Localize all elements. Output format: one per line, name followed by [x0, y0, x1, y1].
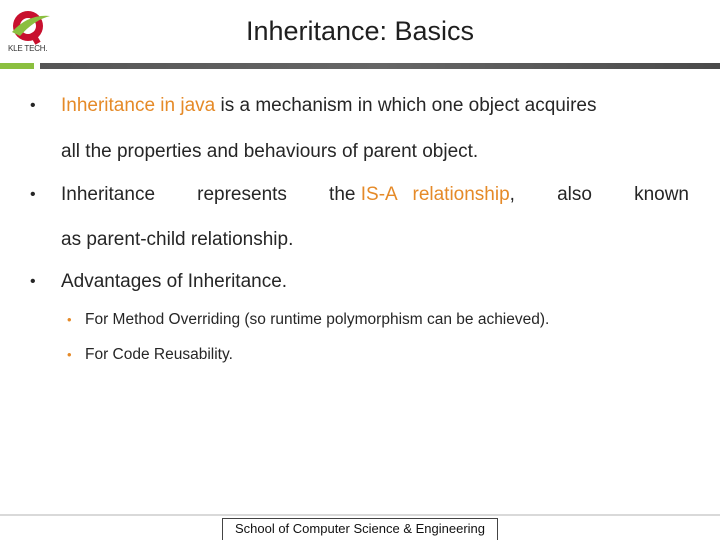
- sub-bullet-2: For Code Reusability.: [85, 346, 233, 363]
- footer-divider: [0, 514, 720, 516]
- bullet-2-word-group: the IS-A relationship,: [329, 184, 515, 205]
- bullet-2-word: also: [557, 184, 592, 205]
- sub-bullet-marker: •: [67, 347, 72, 362]
- bullet-1-highlight: Inheritance in java: [61, 95, 216, 116]
- bullet-3-line-1: Advantages of Inheritance.: [61, 271, 288, 292]
- bullet-2-word: Inheritance: [61, 184, 156, 205]
- bullet-marker: •: [30, 186, 36, 203]
- bullet-marker: •: [30, 273, 36, 290]
- header-divider: [40, 63, 720, 69]
- bullet-1-line-1: [61, 95, 596, 117]
- bullet-2-word: known: [634, 184, 689, 205]
- sub-bullet-1: For Method Overriding (so runtime polymorphism can be achieved).: [85, 311, 550, 328]
- bullet-2-line-1: [61, 184, 689, 206]
- bullet-2-word: represents: [197, 184, 287, 205]
- footer-label: School of Computer Science & Engineering: [222, 518, 498, 540]
- bullet-1-text: is a mechanism in which one object acquires: [215, 95, 597, 116]
- header-accent-bar: [0, 63, 34, 69]
- slide-title: Inheritance: Basics: [245, 16, 475, 46]
- sub-bullet-marker: •: [67, 312, 72, 327]
- bullet-1-line-2: all the properties and behaviours of parent object.: [61, 141, 479, 162]
- bullet-2-line-2: as parent-child relationship.: [61, 229, 294, 250]
- logo-label: KLE TECH.: [8, 44, 48, 53]
- is-a-relationship-highlight: IS-A relationship: [360, 184, 510, 205]
- bullet-marker: •: [30, 97, 36, 114]
